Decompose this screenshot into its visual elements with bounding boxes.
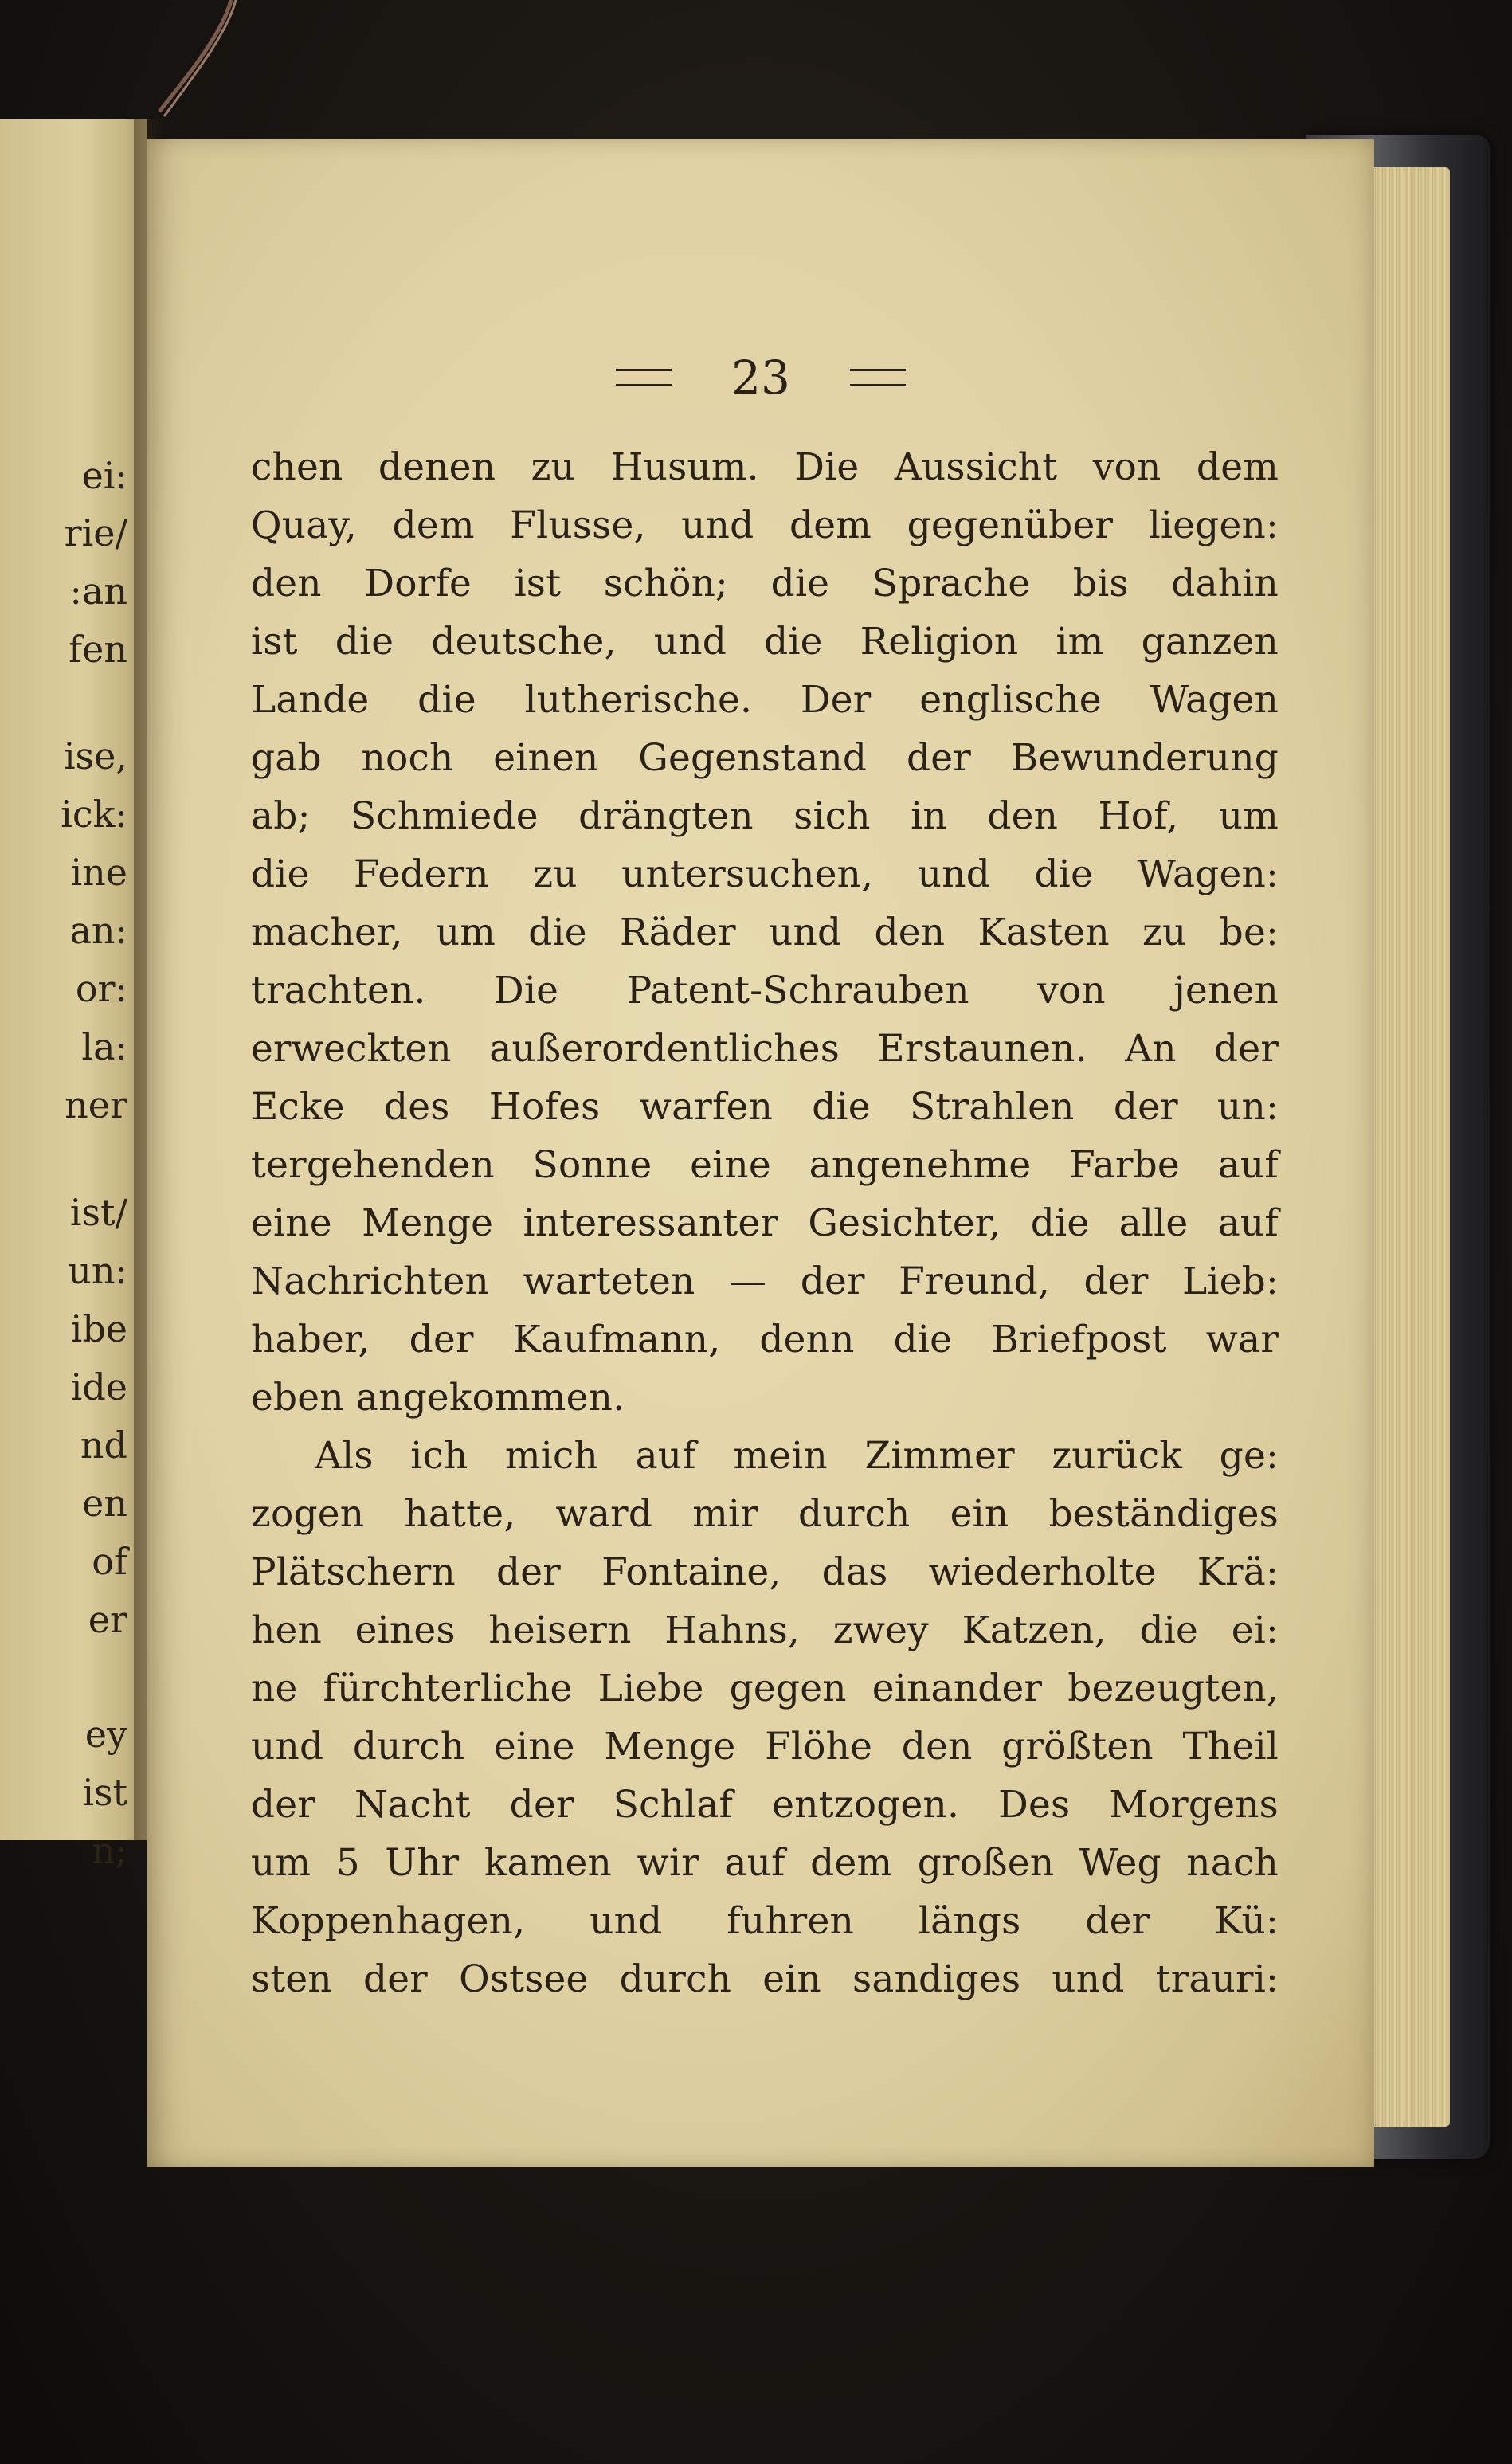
text-line: trachten. Die Patent-Schrauben von jenen: [251, 969, 1279, 1013]
left-fragment: ine: [70, 851, 127, 894]
left-fragment: of: [92, 1540, 127, 1583]
left-fragment: ner: [65, 1083, 127, 1126]
text-line: gab noch einen Gegenstand der Bewunderung: [251, 736, 1279, 780]
left-fragment: la:: [81, 1025, 127, 1068]
text-line: den Dorfe ist schön; die Sprache bis dahin: [251, 562, 1279, 605]
text-line: chen denen zu Husum. Die Aussicht von dem: [251, 445, 1279, 489]
left-fragment: ise,: [63, 734, 127, 778]
text-line: sten der Ostsee durch ein sandiges und trauri:: [251, 1957, 1279, 2001]
header-rule-right: [850, 369, 906, 386]
text-line: ne fürchterliche Liebe gegen einander bezeugten,: [251, 1667, 1279, 1710]
left-fragment: an:: [69, 909, 127, 952]
text-line: die Federn zu untersuchen, und die Wagen:: [251, 852, 1279, 896]
text-line: um 5 Uhr kamen wir auf dem großen Weg nach: [251, 1841, 1279, 1885]
left-fragment: un:: [68, 1249, 127, 1292]
body-text: [251, 438, 1279, 2008]
left-fragment: nd: [80, 1424, 127, 1467]
left-fragment: ick:: [61, 793, 127, 836]
text-line: hen eines heisern Hahns, zwey Katzen, die ei:: [251, 1608, 1279, 1652]
text-line: ab; Schmiede drängten sich in den Hof, um: [251, 794, 1279, 838]
text-line: erweckten außerordentliches Erstaunen. An der: [251, 1027, 1279, 1071]
text-line: Quay, dem Flusse, und dem gegenüber liegen:: [251, 503, 1279, 547]
text-line: Ecke des Hofes warfen die Strahlen der un:: [251, 1085, 1279, 1129]
page-header: [147, 351, 1374, 422]
left-fragment: er: [88, 1598, 127, 1641]
text-line: Lande die lutherische. Der englische Wagen: [251, 678, 1279, 722]
text-line-paragraph-end: eben angekommen.: [251, 1376, 625, 1420]
text-line: tergehenden Sonne eine angenehme Farbe auf: [251, 1143, 1279, 1187]
header-rule-left: [616, 369, 672, 386]
text-line: Plätschern der Fontaine, das wiederholte Krä:: [251, 1550, 1279, 1594]
left-fragment: ist: [82, 1771, 127, 1814]
left-fragment: n;: [91, 1829, 127, 1872]
text-line: Nachrichten warteten — der Freund, der Lieb:: [251, 1259, 1279, 1303]
left-fragment: ide: [70, 1365, 127, 1408]
left-fragment: :an: [69, 570, 127, 613]
page-number: 23: [731, 351, 790, 405]
book-page: [147, 139, 1374, 2167]
left-fragment: en: [82, 1482, 127, 1525]
left-fragment: rie/: [64, 511, 127, 554]
text-line-paragraph-start: Als ich mich auf mein Zimmer zurück ge:: [315, 1434, 1279, 1478]
left-fragment: ey: [84, 1713, 127, 1756]
left-fragment: fen: [69, 628, 127, 671]
text-line: macher, um die Räder und den Kasten zu be:: [251, 911, 1279, 954]
text-line: Koppenhagen, und fuhren längs der Kü:: [251, 1899, 1279, 1943]
left-fragment: ist/: [69, 1191, 127, 1234]
text-line: der Nacht der Schlaf entzogen. Des Morgens: [251, 1783, 1279, 1827]
text-line: ist die deutsche, und die Religion im ganzen: [251, 620, 1279, 664]
text-line: haber, der Kaufmann, denn die Briefpost war: [251, 1318, 1279, 1361]
left-fragment: ibe: [70, 1307, 127, 1350]
text-line: eine Menge interessanter Gesichter, die alle auf: [251, 1201, 1279, 1245]
text-line: zogen hatte, ward mir durch ein beständiges: [251, 1492, 1279, 1536]
facing-page-left: [0, 119, 147, 1872]
left-fragment: ei:: [81, 454, 127, 497]
text-line: und durch eine Menge Flöhe den größten Theil: [251, 1725, 1279, 1769]
left-fragment: or:: [75, 967, 127, 1010]
